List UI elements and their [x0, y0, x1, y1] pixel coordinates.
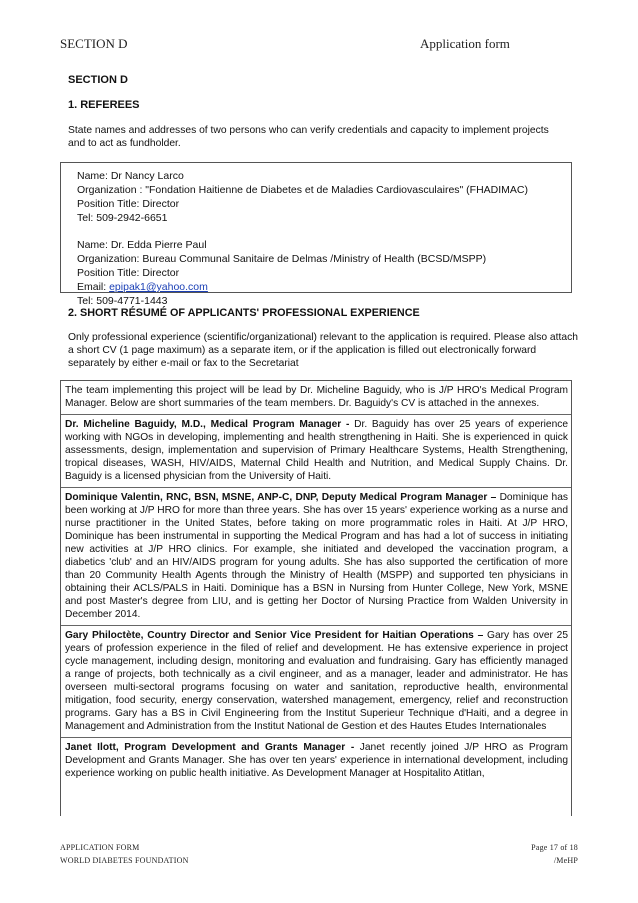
ref1-position: Position Title: Director	[77, 198, 180, 210]
team-member	[61, 415, 571, 488]
resume-intro: Only professional experience (scientific/organizational) relevant to the application is required. Please also attach a short CV (1 page maximum) as a separate item, or if the application is filled out electronically forward separately by either e-mail or fax to the Secretariat	[68, 332, 578, 369]
resume-heading: 2. SHORT RÉSUMÉ OF APPLICANTS' PROFESSIONAL EXPERIENCE	[68, 307, 420, 319]
footer-ref-code: /MeHP	[553, 856, 578, 865]
referees-box	[60, 162, 572, 307]
ref2-email-line	[77, 280, 571, 294]
ref1-name: Name: Dr Nancy Larco	[77, 170, 184, 182]
footer-form-label: APPLICATION FORM	[60, 843, 140, 852]
team-box	[60, 380, 572, 816]
referees-intro: State names and addresses of two persons who can verify credentials and capacity to implement projects and to act as fundholder.	[68, 125, 549, 149]
ref1-organization: Organization : "Fondation Haitienne de Diabetes et de Maladies Cardiovasculaires" (FHADIMAC)	[77, 184, 528, 196]
ref2-email-label: Email:	[77, 281, 110, 293]
footer-org-label: WORLD DIABETES FOUNDATION	[60, 856, 189, 865]
header-section-label: SECTION D	[60, 36, 128, 51]
referees-heading: 1. REFEREES	[68, 99, 140, 111]
team-intro: The team implementing this project will be lead by Dr. Micheline Baguidy, who is J/P HRO's Medical Program Manager. Below are short summaries of the team members. Dr. Baguidy's CV is attached in the annexes.	[61, 381, 571, 415]
member-name: Dominique Valentin, RNC, BSN, MSNE, ANP-C, DNP, Deputy Medical Program Manager –	[65, 492, 497, 503]
member-bio: Dr. Baguidy has over 25 years of experience working with NGOs in developing, implementing and health strengthening in Haiti. She is experienced in quick assessments, design, implementation and supervision of Primary Healthcare Systems, Health Strengthening, tropical diseases, WASH, HIV/AIDS, Maternal Child Health and Nutrition, and Medical Supply Chains. Dr. Baguidy is a licensed physician from the University of Haiti.	[65, 419, 569, 482]
ref2-name: Name: Dr. Edda Pierre Paul	[77, 239, 207, 251]
member-name: Dr. Micheline Baguidy, M.D., Medical Program Manager -	[65, 419, 350, 430]
ref2-position: Position Title: Director	[77, 267, 180, 279]
member-name: Gary Philoctète, Country Director and Senior Vice President for Haitian Operations –	[65, 630, 484, 641]
ref2-tel: Tel: 509-4771-1443	[77, 295, 168, 307]
ref2-email-link[interactable]: epipak1@yahoo.com	[109, 281, 208, 293]
member-bio: Gary has over 25 years of profession experience in the filed of relief and development. He has extensive experience in project cycle management, including design, monitoring and evaluation and fundraising. Gary has efficiently managed a range of projects, both technically as a civil engineer, and as a manager, leader and administrator. He has overseen multi-sectoral programs focusing on water and sanitation, reproductive health, environmental mitigation, food security, energy conservation, watershed management, emergency, relief and reconstruction programs. Gary has a BS in Civil Engineering from the Institut Superieur Technique d'Haiti, and a degree in Management and Administration from the Institut National de Gestion et des Hautes Etudes Internationales	[65, 630, 568, 732]
header-form-label: Application form	[420, 36, 510, 51]
team-member	[61, 626, 571, 738]
footer-page-number: Page 17 of 18	[531, 843, 578, 852]
ref1-tel: Tel: 509-2942-6651	[77, 212, 168, 224]
section-title: SECTION D	[68, 74, 128, 86]
member-bio: Janet recently joined J/P HRO as Program Development and Grants Manager. She has over ten years' experience in international development, including experience working on public health initiative. As Development Manager at Hospitalito Atitlan,	[65, 742, 568, 779]
team-member	[61, 738, 571, 784]
team-member	[61, 488, 571, 626]
member-bio: Dominique has been working at J/P HRO for more than three years. She has over 15 years' experience working as a nurse and nurse practitioner in the United States, before taking on more programmatic roles in Haiti. At J/P HRO, Dominique has been instrumental in supporting the Medical Program and has had a lot of success in initiating new activities at J/P HRO clinics. For example, she initiated and developed the vaccination program, a diabetics 'club' and an HIV/AIDS program for young adults. She has also supported the certification of more than 20 Community Health Agents through the Ministry of Health (MSPP) and supported ten physicians in obtaining their ACLS/PALS in Haiti. Dominique has a BSN in Nursing from Hunter College, New York, MSNE and post Master's degree from LIU, and is getting her Doctor of Nursing Practice from Walden University in December 2014.	[65, 492, 568, 620]
ref2-organization: Organization: Bureau Communal Sanitaire de Delmas /Ministry of Health (BCSD/MSPP)	[77, 253, 487, 265]
member-name: Janet Ilott, Program Development and Grants Manager -	[65, 742, 355, 753]
